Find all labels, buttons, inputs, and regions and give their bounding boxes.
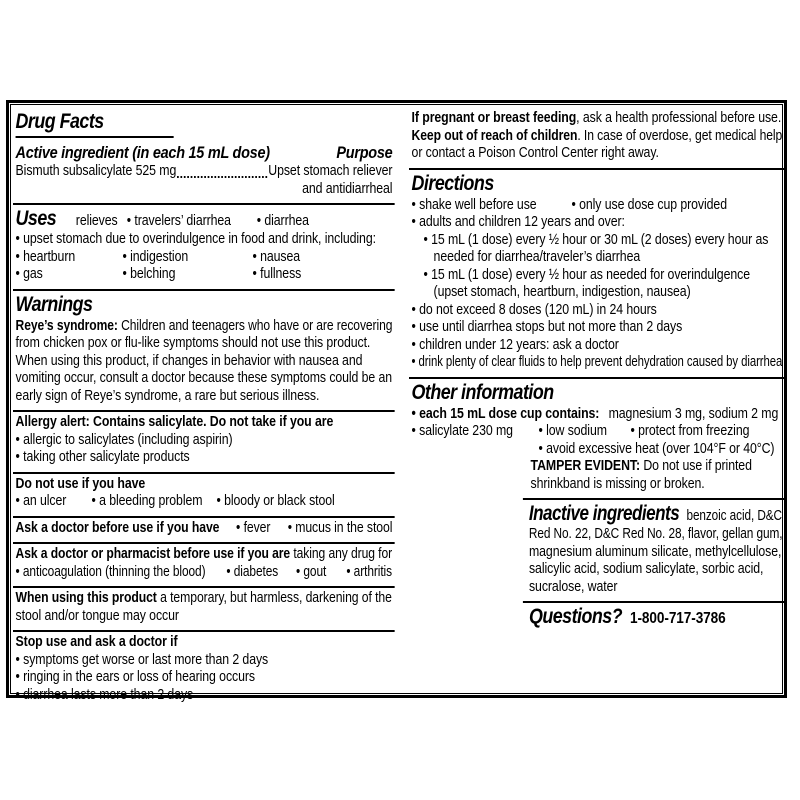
- text-run: Do not use if you have: [15, 475, 146, 492]
- purpose-continuation: [16, 181, 393, 199]
- label-row: [16, 370, 392, 388]
- label-row: [16, 476, 393, 494]
- text-run: • diarrhea lasts more than 2 days: [15, 686, 194, 703]
- text-run: Ask a doctor or pharmacist before use if you are: [15, 546, 291, 562]
- text-run: • travelers’ diarrhea: [126, 213, 231, 229]
- text-run: magnesium 3 mg, sodium 2 mg: [605, 405, 779, 422]
- text-run: • low sodium: [538, 423, 607, 439]
- text-run: • salicylate 230 mg: [411, 423, 513, 439]
- purpose-label: Purpose: [336, 143, 393, 162]
- section-ask-a-doctor: [13, 516, 395, 543]
- text-run: relieves: [75, 213, 118, 229]
- text-run: • protect from freezing: [630, 423, 750, 439]
- text-run: • diabetes: [226, 563, 279, 580]
- text-run: • children under 12 years: ask a doctor: [411, 336, 619, 353]
- section-directions: [409, 168, 785, 377]
- drug-facts-title-text: Drug Facts: [15, 110, 104, 133]
- label-row: [529, 605, 782, 629]
- label-row: [412, 337, 783, 355]
- text-run: Directions: [411, 171, 494, 195]
- text-run: from chicken pox or flu-like symptoms should not use this product.: [15, 335, 371, 351]
- text-run: Keep out of reach of children: [411, 127, 578, 144]
- label-row: [412, 214, 783, 232]
- text-run: • ringing in the ears or loss of hearing occurs: [15, 669, 255, 685]
- section-warnings: [13, 289, 395, 411]
- right-column: [409, 108, 785, 634]
- text-run: • belching: [122, 266, 176, 282]
- dotted-leader: [177, 176, 267, 178]
- label-row: [16, 669, 393, 687]
- text-run: • allergic to salicylates (including aspirin): [15, 431, 233, 448]
- label-row: [16, 249, 393, 267]
- label-inner-border: [10, 104, 783, 703]
- section-do-not-use: [13, 472, 395, 516]
- text-run: taking any drug for: [290, 546, 393, 562]
- text-run: • indigestion: [122, 248, 189, 265]
- label-row: [528, 526, 783, 544]
- text-run: • diarrhea: [256, 213, 309, 229]
- section-inactive-ingredients: [523, 498, 785, 601]
- text-run: vomiting occur, consult a doctor because these symptoms could be an: [15, 370, 392, 386]
- label-row: [412, 284, 783, 302]
- directions-title: [412, 172, 783, 196]
- text-run: Children and teenagers who have or are recovering: [117, 317, 393, 334]
- label-row: [16, 590, 390, 608]
- text-run: . In case of overdose, get medical help: [577, 127, 783, 144]
- text-run: • each 15 mL dose cup contains:: [411, 405, 600, 422]
- label-row: [412, 302, 783, 320]
- label-row: [16, 652, 393, 670]
- text-run: • 15 mL (1 dose) every ½ hour as needed for overindulgence: [423, 266, 750, 283]
- label-row: [16, 634, 393, 652]
- section-stop-use: [13, 630, 395, 709]
- text-run: Other information: [411, 380, 554, 404]
- text-run: When using this product: [15, 590, 157, 606]
- active-ingredient-heading: [16, 142, 393, 163]
- text-run: • heartburn: [15, 248, 76, 265]
- text-run: • do not exceed 8 doses (120 mL) in 24 hours: [411, 301, 657, 318]
- label-row: [16, 449, 393, 467]
- text-run: • avoid excessive heat (over 104°F or 40°C): [538, 440, 775, 457]
- text-run: When using this product, if changes in behavior with nausea and: [15, 352, 363, 369]
- questions-phone-number: 1-800-717-3786: [626, 610, 726, 627]
- text-run: , ask a health professional before use.: [576, 110, 782, 126]
- text-run: Warnings: [15, 292, 93, 316]
- text-run: a temporary, but harmless, darkening of the: [156, 590, 392, 606]
- text-run: (upset stomach, heartburn, indigestion, nausea): [433, 284, 691, 300]
- drug-facts-title: [16, 110, 393, 134]
- section-drug-facts-header: [13, 108, 395, 203]
- section-ask-doctor-or-pharmacist: [13, 542, 395, 586]
- text-run: • symptoms get worse or last more than 2 days: [15, 651, 269, 668]
- text-run: shrinkband is missing or broken.: [530, 475, 705, 492]
- text-run: • taking other salicylate products: [15, 449, 190, 465]
- label-row: [412, 423, 783, 441]
- text-run: • shake well before use: [411, 196, 537, 213]
- other-information-title: [412, 381, 783, 405]
- text-run: Ask a doctor before use if you have: [15, 519, 220, 536]
- label-row: [15, 317, 393, 336]
- section-pregnancy-keep-out: [409, 108, 785, 168]
- label-row: [528, 502, 783, 526]
- text-run: stool and/or tongue may occur: [15, 607, 179, 624]
- left-column: [13, 108, 395, 709]
- label-row: [529, 561, 782, 579]
- ingredient-row: [16, 163, 393, 181]
- label-row: [411, 354, 783, 372]
- text-run: Do not use if printed: [639, 458, 752, 474]
- text-run: sucralose, water: [528, 578, 618, 595]
- text-run: • only use dose cup provided: [571, 196, 727, 213]
- label-row: [412, 458, 783, 476]
- text-run: salicylic acid, sodium salicylate, sorbic acid,: [528, 561, 764, 577]
- ingredient-purpose: Upset stomach reliever: [268, 163, 393, 179]
- text-run: benzoic acid, D&C: [683, 508, 783, 524]
- text-run: If pregnant or breast feeding: [411, 110, 577, 126]
- text-run: • upset stomach due to overindulgence in food and drink, including:: [15, 231, 376, 247]
- label-row: [16, 493, 393, 511]
- text-run: magnesium aluminum silicate, methylcellulose,: [528, 543, 782, 560]
- text-run: TAMPER EVIDENT:: [530, 458, 640, 474]
- label-row: [412, 267, 783, 285]
- label-row: [15, 563, 393, 582]
- text-run: Reye’s syndrome:: [15, 317, 118, 334]
- text-run: • bloody or black stool: [216, 493, 335, 509]
- text-run: or contact a Poison Control Center right away.: [411, 145, 659, 161]
- text-run: • gout: [296, 563, 327, 580]
- label-row: [412, 197, 783, 215]
- label-row: [412, 110, 783, 128]
- label-row: [411, 127, 783, 146]
- active-ingredient-label: Active ingredient (in each 15 mL dose): [15, 143, 270, 162]
- label-row: [16, 266, 393, 284]
- text-run: • arthritis: [346, 563, 393, 580]
- label-row: [412, 441, 783, 459]
- text-run: • use until diarrhea stops but not more than 2 days: [411, 319, 683, 335]
- drug-facts-label: [6, 100, 787, 703]
- label-row: [16, 353, 393, 371]
- text-run: Stop use and ask a doctor if: [15, 634, 178, 650]
- text-run: • mucus in the stool: [287, 519, 393, 536]
- text-run: needed for diarrhea/traveler’s diarrhea: [433, 249, 641, 265]
- ingredient-name: Bismuth subsalicylate 525 mg: [15, 163, 177, 179]
- text-run: • fullness: [252, 266, 302, 282]
- label-row: [412, 232, 783, 250]
- label-row: [16, 207, 393, 231]
- label-row: [16, 414, 393, 432]
- warnings-title: [16, 293, 393, 317]
- section-other-information: [409, 377, 785, 499]
- text-run: • a bleeding problem: [91, 493, 203, 509]
- label-row: [412, 145, 783, 163]
- text-run: and antidiarrheal: [302, 180, 393, 197]
- label-row: [412, 319, 783, 337]
- questions-title: Questions?: [528, 605, 623, 628]
- text-run: • drink plenty of clear fluids to help prevent dehydration caused by diarrhea: [411, 354, 783, 370]
- label-row: [412, 249, 783, 267]
- label-row: [16, 687, 393, 705]
- label-row: [16, 432, 393, 450]
- label-row: [15, 519, 393, 538]
- text-run: • fever: [236, 519, 271, 536]
- title-underline: [16, 136, 174, 138]
- text-run: • gas: [15, 266, 43, 282]
- label-row: [529, 579, 782, 597]
- section-allergy-alert: [13, 410, 395, 472]
- text-run: Allergy alert: Contains salicylate. Do not take if you are: [15, 414, 334, 430]
- text-run: Red No. 22, D&C Red No. 28, flavor, gellan gum,: [528, 526, 783, 542]
- text-run: • nausea: [252, 248, 301, 265]
- label-row: [412, 476, 783, 494]
- label-row: [16, 231, 393, 249]
- inactive-ingredients-title: Inactive ingredients: [528, 502, 680, 525]
- text-run: • 15 mL (1 dose) every ½ hour or 30 mL (2 doses) every hour as: [423, 231, 769, 248]
- section-uses: [13, 203, 395, 289]
- uses-title: Uses: [15, 207, 57, 230]
- label-row: [412, 406, 783, 424]
- label-row: [16, 388, 393, 406]
- section-when-using: [13, 586, 395, 630]
- text-run: • adults and children 12 years and over:: [411, 214, 625, 230]
- text-run: early sign of Reye’s syndrome, a rare but serious illness.: [15, 387, 320, 404]
- label-row: [16, 335, 393, 353]
- section-questions: [523, 601, 785, 634]
- label-row: [16, 608, 393, 626]
- text-run: • an ulcer: [15, 493, 67, 509]
- label-row: [529, 544, 782, 562]
- label-row: [15, 546, 393, 564]
- text-run: • anticoagulation (thinning the blood): [15, 563, 206, 580]
